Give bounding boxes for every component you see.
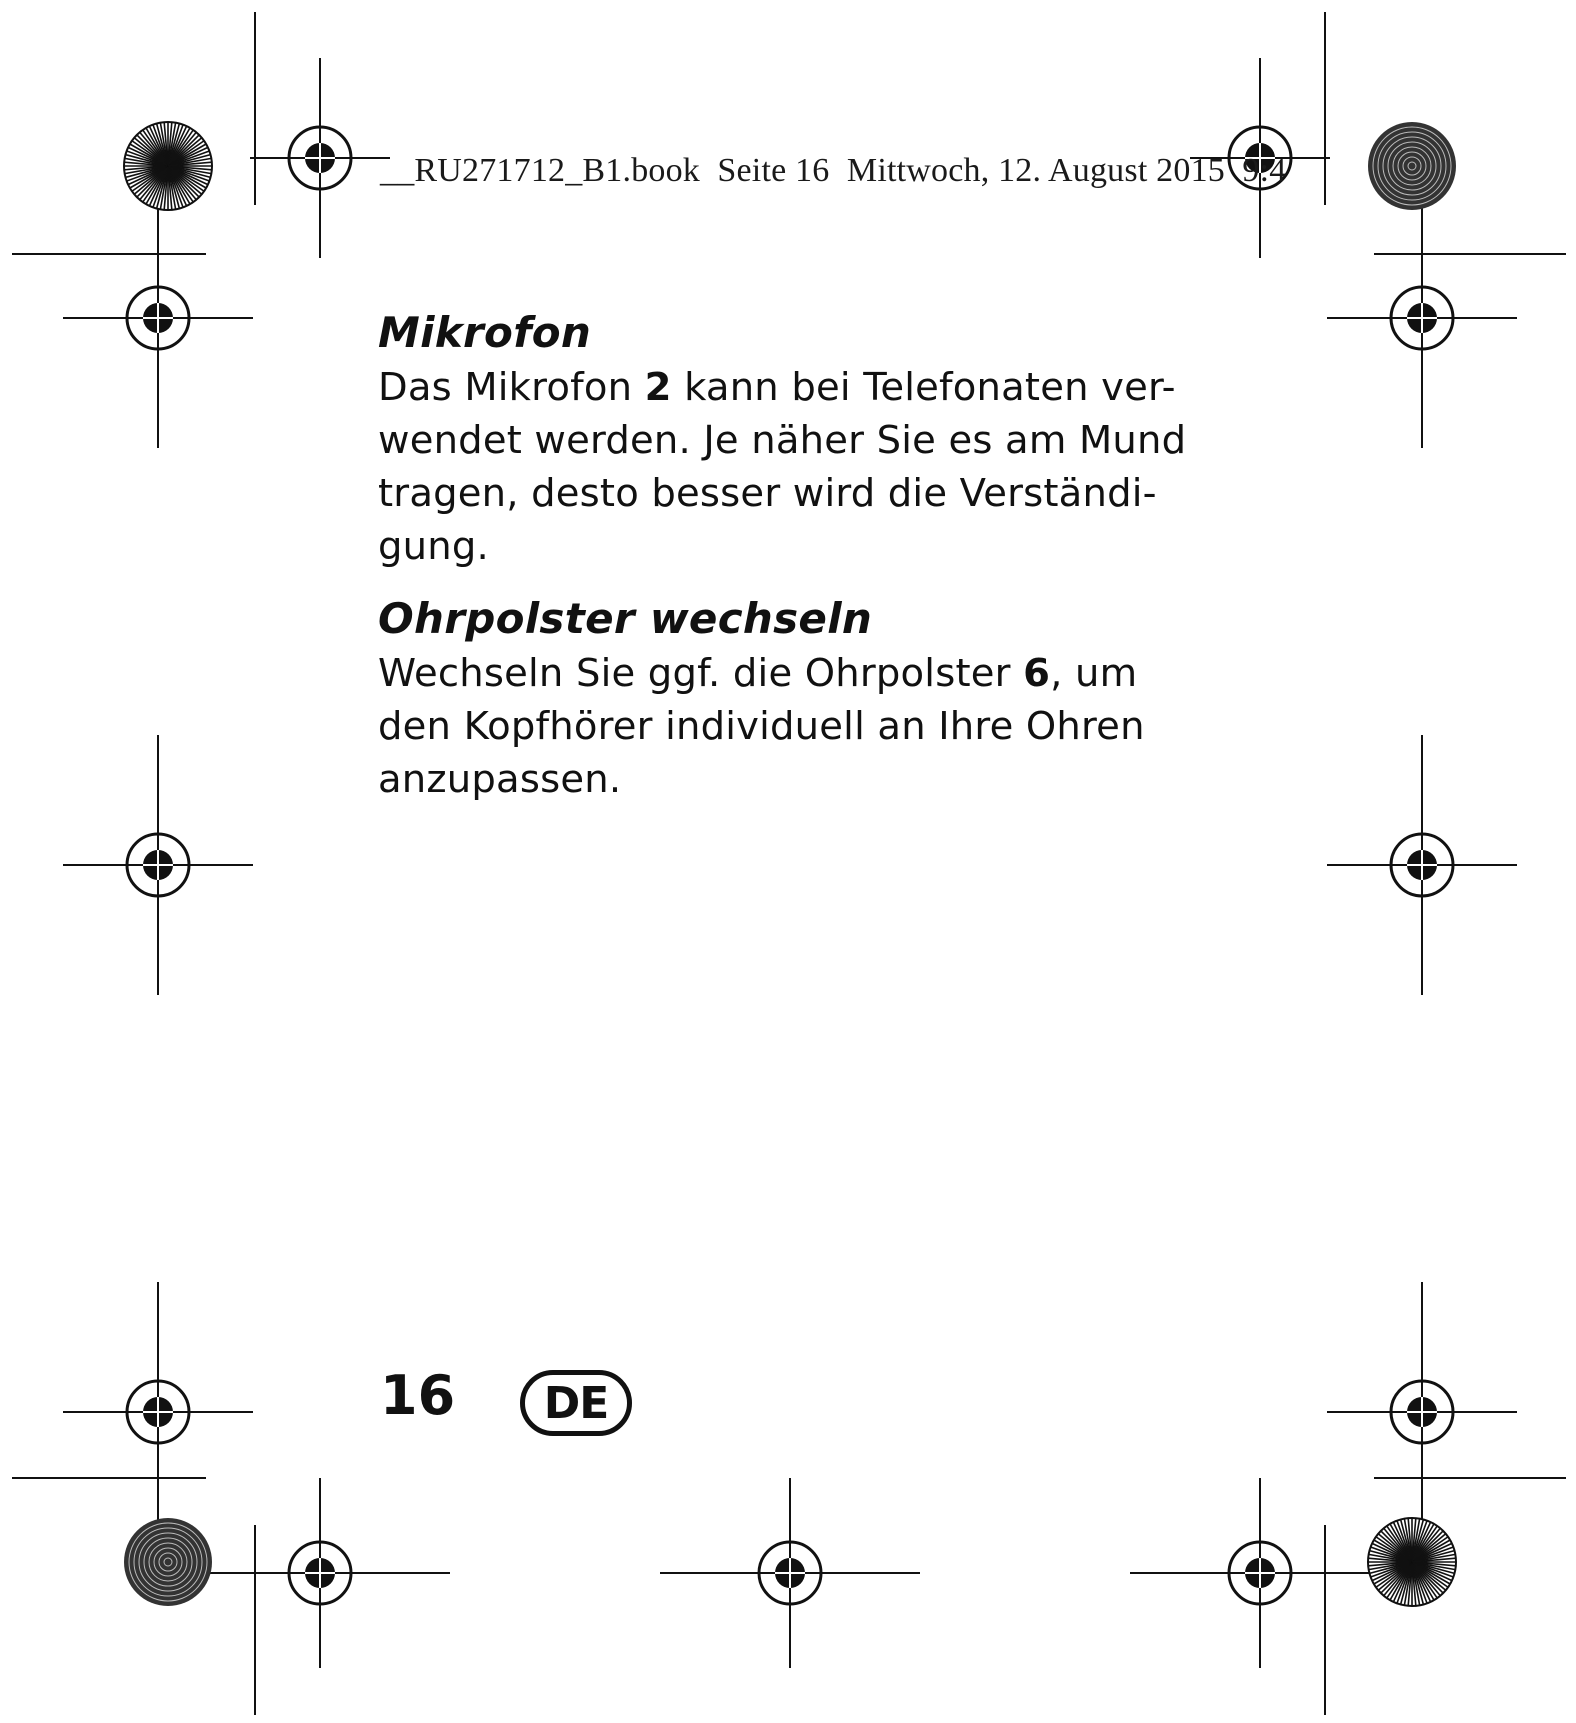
registration-mark-icon [250,58,390,258]
registration-mark-icon [1327,735,1517,995]
reference-number: 2 [644,365,672,410]
registration-mark-icon [63,1282,253,1542]
registration-mark-icon [1130,1478,1390,1668]
text-run: , um [1050,651,1138,696]
color-target-icon [124,1518,212,1606]
section-heading: Ohrpolster wechseln [378,594,873,643]
paragraph-line: tragen, desto besser wird die Verständi- [378,471,1157,516]
paragraph-line [378,361,1198,414]
paragraph-line: gung. [378,524,489,569]
text-run: Das Mikrofon [378,365,645,410]
reference-number: 6 [1023,651,1051,696]
text-run: kann bei Telefonaten ver- [671,365,1176,410]
section-heading: Mikrofon [378,308,592,357]
section-paragraph [378,647,1198,806]
registration-mark-icon [1327,188,1517,448]
color-target-icon [124,122,212,210]
section-ohrpolster [378,591,1198,806]
paragraph-line: wendet werden. Je näher Sie es am Mund [378,418,1187,463]
section-mikrofon [378,305,1198,573]
color-target-icon [1368,1518,1456,1606]
registration-mark-icon [1327,1282,1517,1542]
main-content [378,305,1198,806]
registration-mark-icon [63,188,253,448]
slug-line: __RU271712_B1.book Seite 16 Mittwoch, 12. August 2015 9:4 [380,152,1287,189]
paragraph-line: anzupassen. [378,757,622,802]
registration-mark-icon [660,1478,920,1668]
registration-mark-icon [63,735,253,995]
section-paragraph [378,361,1198,573]
text-run: Wechseln Sie ggf. die Ohrpolster [378,651,1024,696]
paragraph-line [378,647,1198,700]
paragraph-line: den Kopfhörer individuell an Ihre Ohren [378,704,1145,749]
language-badge: DE [520,1370,632,1436]
registration-mark-icon [190,1478,450,1668]
color-target-icon [1368,122,1456,210]
page-number: 16 [380,1364,456,1427]
